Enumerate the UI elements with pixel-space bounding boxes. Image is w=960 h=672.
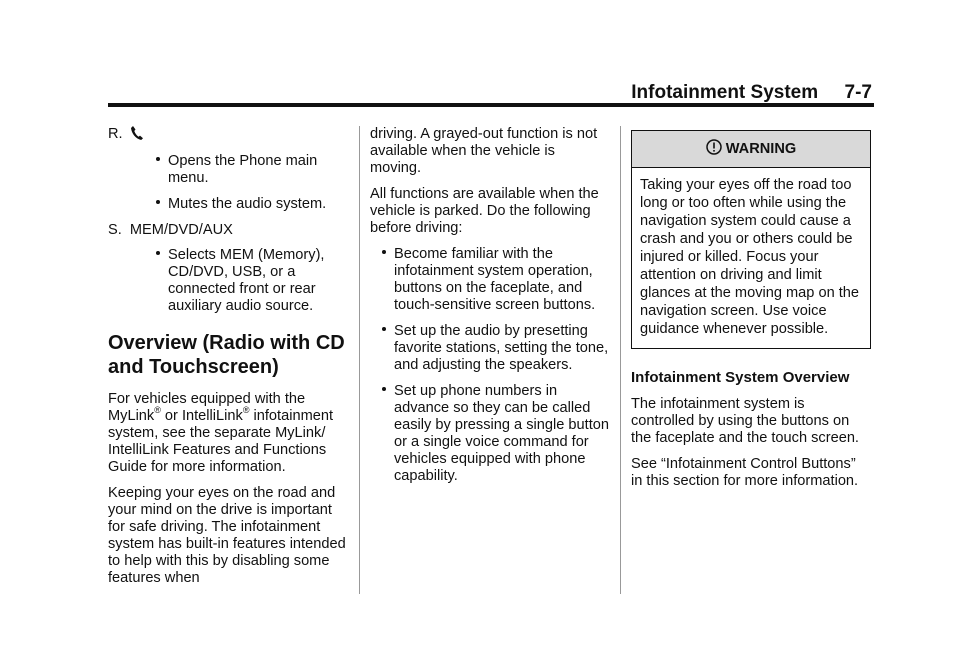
warning-header bbox=[632, 131, 870, 168]
bullet-dot bbox=[156, 157, 160, 161]
warning-icon bbox=[706, 139, 722, 160]
item-s: S. MEM/DVD/AUX bbox=[108, 222, 233, 238]
sub-heading: Infotainment System Overview bbox=[631, 369, 850, 386]
bullet-text: Set up the audio by presetting favorite stations, setting the tone, and adjusting the speakers. bbox=[394, 323, 609, 373]
page-header-title: Infotainment System 7-7 bbox=[631, 82, 872, 103]
paragraph: driving. A grayed-out function is not available when the vehicle is moving. bbox=[370, 126, 598, 176]
paragraph-text: or IntelliLink bbox=[160, 408, 243, 424]
warning-box bbox=[631, 130, 871, 349]
bullet-item bbox=[370, 383, 610, 485]
section-heading: Overview (Radio with CD and Touchscreen) bbox=[108, 332, 345, 378]
column-1 bbox=[108, 126, 348, 596]
registered-mark: ® bbox=[154, 405, 161, 416]
bullet-dot bbox=[382, 387, 386, 391]
bullet-text: Become familiar with the infotainment system operation, buttons on the faceplate, and touch-sensitive screen buttons. bbox=[394, 246, 596, 313]
column-divider bbox=[620, 126, 621, 594]
bullet-dot bbox=[156, 251, 160, 255]
phone-icon bbox=[131, 126, 143, 145]
paragraph: See “Infotainment Control Buttons” in this section for more information. bbox=[631, 456, 859, 489]
bullet-item bbox=[370, 323, 610, 374]
item-r-label: R. bbox=[108, 126, 123, 142]
bullet-item bbox=[370, 246, 610, 314]
bullet-text: Mutes the audio system. bbox=[168, 196, 327, 212]
item-r bbox=[108, 126, 348, 145]
header-rule bbox=[108, 103, 874, 107]
column-divider bbox=[359, 126, 360, 594]
column-3 bbox=[631, 126, 871, 499]
bullet-item bbox=[108, 153, 348, 187]
paragraph: Keeping your eyes on the road and your mind on the drive is important for safe driving. The infotainment system has built-in features intended to help with this by disabling some features when bbox=[108, 485, 346, 586]
warning-title: WARNING bbox=[725, 140, 797, 157]
paragraph-text: For vehicles equipped with the MyLink bbox=[108, 391, 306, 424]
bullet-dot bbox=[382, 327, 386, 331]
paragraph bbox=[108, 391, 348, 476]
bullet-dot bbox=[382, 250, 386, 254]
bullet-text: Selects MEM (Memory), CD/DVD, USB, or a connected front or rear auxiliary audio source. bbox=[168, 247, 325, 314]
warning-text: Taking your eyes off the road too long or too often while using the navigation system could cause a crash and you or others could be injured or killed. Focus your attention on driving and limit glances at the moving map on the navigation screen. Use voice guidance whenever possible. bbox=[640, 177, 860, 337]
paragraph-text: infotainment system, see the separate MyLink/ IntelliLink Features and Functions Guide for more information. bbox=[108, 408, 334, 475]
bullet-text: Opens the Phone main menu. bbox=[168, 153, 318, 186]
bullet-text: Set up phone numbers in advance so they can be called easily by pressing a single button or a single voice command for vehicles equipped with phone capability. bbox=[394, 383, 609, 484]
paragraph: The infotainment system is controlled by using the buttons on the faceplate and the touch screen. bbox=[631, 396, 859, 446]
column-2 bbox=[370, 126, 610, 494]
bullet-item bbox=[108, 247, 348, 315]
paragraph: All functions are available when the vehicle is parked. Do the following before driving: bbox=[370, 186, 599, 236]
bullet-item bbox=[108, 196, 348, 213]
registered-mark: ® bbox=[242, 405, 250, 416]
bullet-dot bbox=[156, 200, 160, 204]
